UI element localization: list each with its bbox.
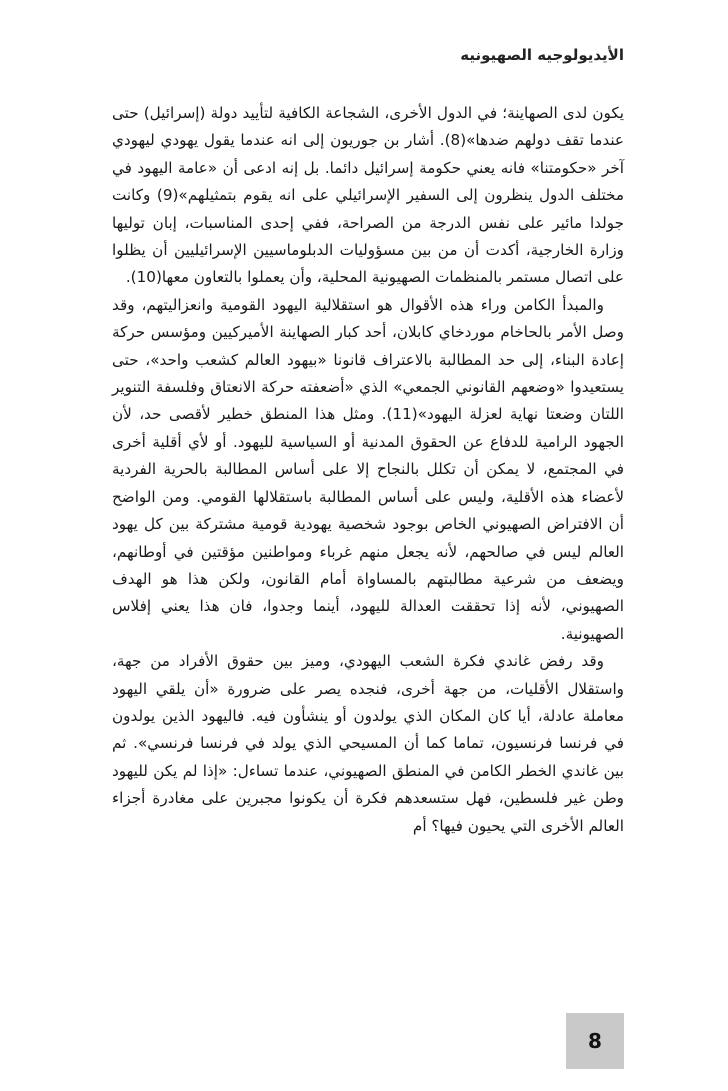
body-text <box>112 100 624 840</box>
page-number: 8 <box>588 1029 602 1053</box>
paragraph: يكون لدى الصهاينة؛ في الدول الأخرى، الشجاعة الكافية لتأييد دولة (إسرائيل) حتى عندما تقف دولهم ضدها»(8). أشار بن جوريون إلى انه عندما يقول يهودي ليهودي آخر «حكومتنا» فانه يعني حكومة إسرائيل دائما. بل إنه ادعى أن «عامة اليهود في مختلف الدول ينظرون إلى السفير الإسرائيلي على انه يقوم بتمثيلهم»(9) وكانت جولدا مائير على نفس الدرجة من الصراحة، ففي إحدى المناسبات، إبان توليها وزارة الخارجية، أكدت أن من بين مسؤوليات الدبلوماسيين الإسرائيليين أن يظلوا على اتصال مستمر بالمنظمات الصهيونية المحلية، وأن يعملوا بالتعاون معها(10). <box>112 104 624 287</box>
running-header: الأيديولوجيه الصهيونيه <box>460 46 624 64</box>
paragraph: وقد رفض غاندي فكرة الشعب اليهودي، وميز بين حقوق الأفراد من جهة، واستقلال الأقليات، من جهة أخرى، فنجده يصر على ضرورة «أن يلقي اليهود معاملة عادلة، أيا كان المكان الذي يولدون أو ينشأون فيه. فاليهود الذين يولدون في فرنسا فرنسيون، تماما كما أن المسيحي الذي يولد في فرنسا فرنسي». ثم بين غاندي الخطر الكامن في المنطق الصهيوني، عندما تساءل: «إذا لم يكن لليهود وطن غير فلسطين، فهل ستسعدهم فكرة أن يكونوا مجبرين على مغادرة أجزاء العالم الأخرى التي يحيون فيها؟ أم <box>112 652 624 835</box>
paragraph: والمبدأ الكامن وراء هذه الأقوال هو استقلالية اليهود القومية وانعزاليتهم، وقد وصل الأمر بالحاخام موردخاي كابلان، أحد كبار الصهاينة الأميركيين ومؤسس حركة إعادة البناء، إلى حد المطالبة بالاعتراف قانونا «بيهود العالم كشعب واحد»، حتى يستعيدوا «وضعهم القانوني الجمعي» الذي «أضعفته حركة الانعتاق وفلسفة التنوير اللتان وضعتا نهاية لعزلة اليهود»(11). ومثل هذا المنطق خطير لأقصى حد، لأن الجهود الرامية للدفاع عن الحقوق المدنية أو السياسية لليهود. أو لأي أقلية أخرى في المجتمع، لا يمكن أن تكلل بالنجاح إلا على أساس المطالبة بالحرية الفردية لأعضاء هذه الأقلية، وليس على أساس المطالبة باستقلالها القومي. ومن الواضح أن الافتراض الصهيوني الخاص بوجود شخصية يهودية قومية مشتركة بين كل يهود العالم ليس في صالحهم، لأنه يجعل منهم غرباء ومواطنين مؤقتين في أوطانهم، ويضعف من شرعية مطالبتهم بالمساواة أمام القانون، ولكن هذا هو الهدف الصهيوني، لأنه إذا تحققت العدالة لليهود، أينما وجدوا، فان هذا يعني إفلاس الصهيونية. <box>112 295 624 643</box>
page-number-box <box>566 1013 624 1069</box>
